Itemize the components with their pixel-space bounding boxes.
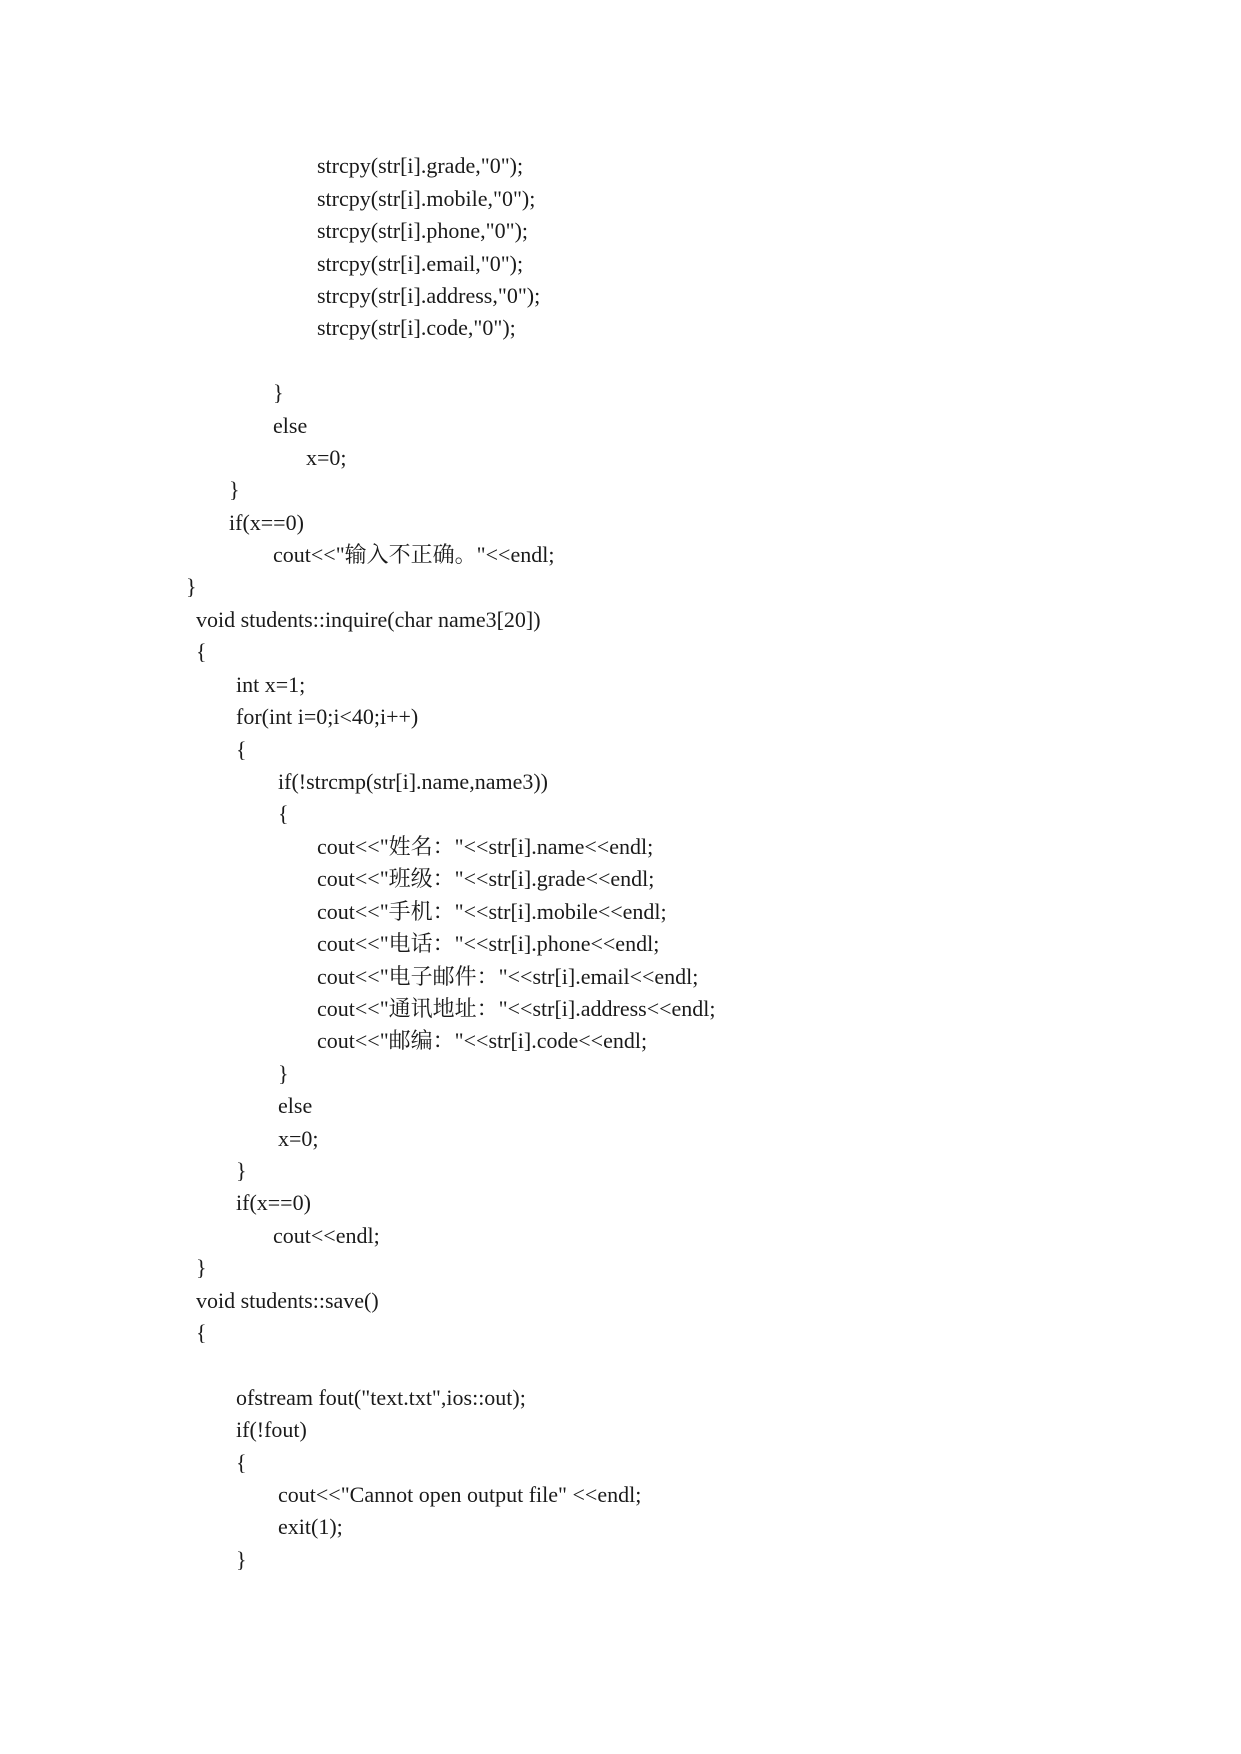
code-line: if(!fout) bbox=[236, 1417, 307, 1442]
code-line: x=0; bbox=[306, 445, 347, 470]
code-line: } bbox=[186, 574, 197, 599]
code-line: } bbox=[196, 1255, 207, 1280]
code-line: if(x==0) bbox=[229, 510, 304, 535]
code-line: cout<<"通讯地址："<<str[i].address<<endl; bbox=[317, 996, 716, 1021]
code-line: cout<<"手机："<<str[i].mobile<<endl; bbox=[317, 899, 667, 924]
code-line: strcpy(str[i].address,"0"); bbox=[317, 283, 541, 308]
code-line: strcpy(str[i].email,"0"); bbox=[317, 251, 524, 276]
code-line: x=0; bbox=[278, 1126, 319, 1151]
code-line: int x=1; bbox=[236, 672, 306, 697]
code-line: if(x==0) bbox=[236, 1190, 311, 1215]
code-line: void students::inquire(char name3[20]) bbox=[196, 607, 541, 632]
code-line: strcpy(str[i].grade,"0"); bbox=[317, 153, 524, 178]
code-line: cout<<"电子邮件："<<str[i].email<<endl; bbox=[317, 964, 699, 989]
code-line: } bbox=[229, 477, 240, 502]
code-line: else bbox=[273, 413, 308, 438]
code-line: cout<<endl; bbox=[273, 1223, 380, 1248]
code-line: { bbox=[196, 639, 207, 664]
code-line: else bbox=[278, 1093, 313, 1118]
code-line: if(!strcmp(str[i].name,name3)) bbox=[278, 769, 548, 794]
code-line: strcpy(str[i].phone,"0"); bbox=[317, 218, 529, 243]
code-line: exit(1); bbox=[278, 1514, 343, 1539]
code-line: } bbox=[236, 1158, 247, 1183]
code-line: void students::save() bbox=[196, 1288, 379, 1313]
code-line: } bbox=[236, 1547, 247, 1572]
code-line: strcpy(str[i].code,"0"); bbox=[317, 315, 516, 340]
code-line: cout<<"邮编："<<str[i].code<<endl; bbox=[317, 1028, 648, 1053]
code-line: { bbox=[278, 801, 289, 826]
code-line: } bbox=[278, 1061, 289, 1086]
code-line: { bbox=[236, 737, 247, 762]
code-line: { bbox=[196, 1320, 207, 1345]
code-line: strcpy(str[i].mobile,"0"); bbox=[317, 186, 536, 211]
code-line: } bbox=[273, 380, 284, 405]
code-line: cout<<"输入不正确。"<<endl; bbox=[273, 542, 555, 567]
code-line: cout<<"Cannot open output file" <<endl; bbox=[278, 1482, 642, 1507]
code-line: for(int i=0;i<40;i++) bbox=[236, 704, 419, 729]
code-line: cout<<"班级："<<str[i].grade<<endl; bbox=[317, 866, 655, 891]
code-line: { bbox=[236, 1450, 247, 1475]
code-line: cout<<"姓名："<<str[i].name<<endl; bbox=[317, 834, 654, 859]
code-line: ofstream fout("text.txt",ios::out); bbox=[236, 1385, 526, 1410]
code-line: cout<<"电话："<<str[i].phone<<endl; bbox=[317, 931, 660, 956]
